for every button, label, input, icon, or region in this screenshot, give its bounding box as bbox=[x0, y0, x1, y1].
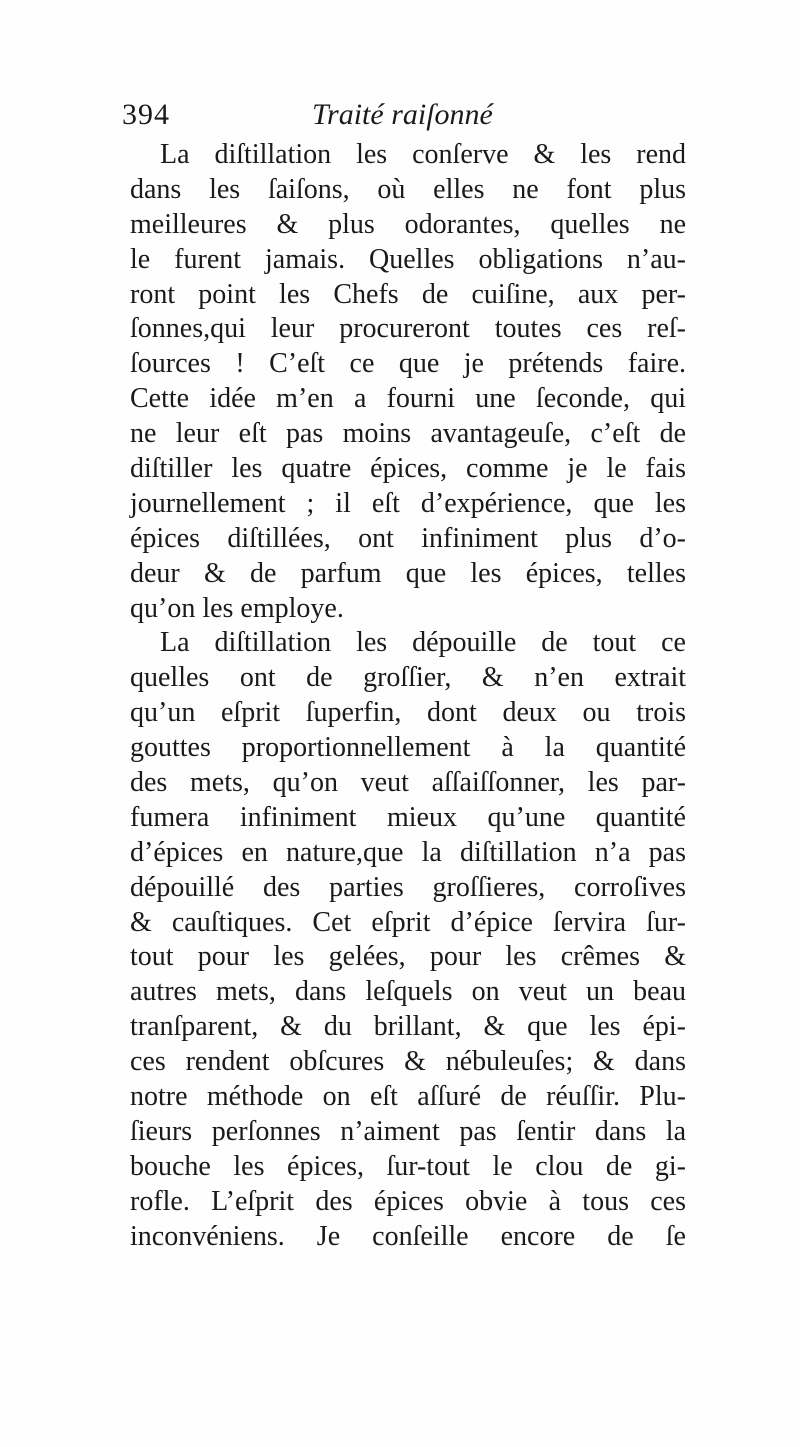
text-line: ſieurs perſonnes n’aiment pas ſentir dans la bbox=[130, 1115, 686, 1147]
text-line: autres mets, dans leſquels on veut un beau bbox=[130, 976, 686, 1008]
text-line: ſonnes,qui leur procureront toutes ces reſ- bbox=[130, 313, 686, 345]
text-line: Cette idée m’en a fourni une ſeconde, qui bbox=[130, 383, 686, 415]
text-line: qu’un eſprit ſuperfin, dont deux ou trois bbox=[130, 697, 686, 729]
text-line: deur & de parfum que les épices, telles bbox=[130, 557, 686, 589]
text-line: meilleures & plus odorantes, quelles ne bbox=[130, 208, 686, 240]
text-line: rofle. L’eſprit des épices obvie à tous ces bbox=[130, 1185, 686, 1217]
running-head bbox=[122, 98, 682, 138]
text-line: des mets, qu’on veut aſſaiſſonner, les par- bbox=[130, 767, 686, 799]
text-line: le furent jamais. Quelles obligations n’au- bbox=[130, 243, 686, 275]
body-text bbox=[130, 138, 686, 1255]
text-line: dans les ſaiſons, où elles ne font plus bbox=[130, 173, 686, 205]
text-line: La diſtillation les dépouille de tout ce bbox=[160, 627, 686, 659]
text-line: tranſparent, & du brillant, & que les épi- bbox=[130, 1011, 686, 1043]
text-line: gouttes proportionnellement à la quantité bbox=[130, 732, 686, 764]
text-line: ront point les Chefs de cuiſine, aux per- bbox=[130, 278, 686, 310]
text-line: notre méthode on eſt aſſuré de réuſſir. Plu- bbox=[130, 1081, 686, 1113]
running-title: Traité raiſonné bbox=[312, 98, 493, 131]
text-line: ne leur eſt pas moins avantageuſe, c’eſt de bbox=[130, 418, 686, 450]
text-line: bouche les épices, ſur-tout le clou de gi- bbox=[130, 1150, 686, 1182]
text-line: diſtiller les quatre épices, comme je le fais bbox=[130, 453, 686, 485]
page-number: 394 bbox=[122, 98, 170, 131]
text-line: dépouillé des parties groſſieres, corroſives bbox=[130, 871, 686, 903]
text-line: ces rendent obſcures & nébuleuſes; & dans bbox=[130, 1046, 686, 1078]
text-line: tout pour les gelées, pour les crêmes & bbox=[130, 941, 686, 973]
text-line: inconvéniens. Je conſeille encore de ſe bbox=[130, 1220, 686, 1252]
text-line: qu’on les employe. bbox=[130, 592, 344, 624]
text-line: fumera infiniment mieux qu’une quantité bbox=[130, 801, 686, 833]
text-line: & cauſtiques. Cet eſprit d’épice ſervira ſur- bbox=[130, 906, 686, 938]
text-line: d’épices en nature,que la diſtillation n’a pas bbox=[130, 836, 686, 868]
text-line: journellement ; il eſt d’expérience, que les bbox=[130, 487, 686, 519]
text-line: La diſtillation les conſerve & les rend bbox=[160, 139, 686, 170]
text-line: épices diſtillées, ont infiniment plus d’o- bbox=[130, 522, 686, 554]
text-line: ſources ! C’eſt ce que je prétends faire. bbox=[130, 348, 686, 380]
text-line: quelles ont de groſſier, & n’en extrait bbox=[130, 662, 686, 694]
